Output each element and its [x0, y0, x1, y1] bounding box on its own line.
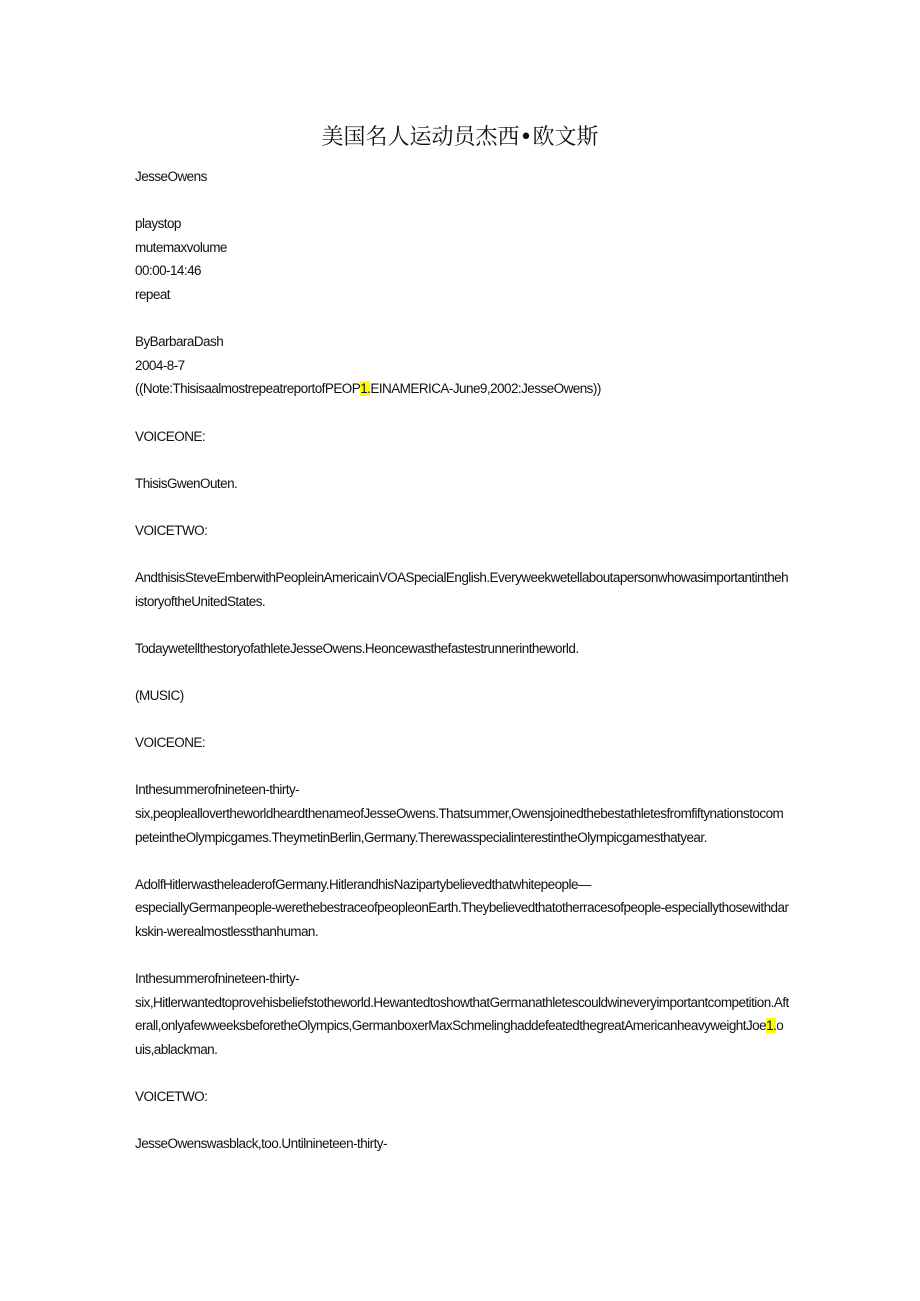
- spacer: [135, 755, 790, 779]
- spacer: [135, 1109, 790, 1133]
- paragraph: ThisisGwenOuten.: [135, 475, 238, 491]
- spacer: [135, 401, 790, 425]
- subject-name: JesseOwens: [135, 169, 207, 184]
- spacer: [135, 495, 790, 519]
- spacer: [135, 613, 790, 637]
- spacer: [135, 448, 790, 472]
- speaker-label: VOICETWO:: [135, 1089, 208, 1105]
- speaker-label: VOICETWO:: [135, 522, 208, 538]
- paragraph-line: Inthesummerofnineteen-thirty-: [135, 782, 300, 798]
- paragraph: six,peopleallovertheworldheardthenameofJesseOwens.Thatsummer,OwensjoinedthebestathletesfromfiftynationstocompeteintheOlympicgames.TheymetinBerlin,Germany.TherewasspecialinterestintheOlympicgamesthatyear.: [135, 806, 784, 845]
- paragraph: TodaywetellthestoryofathleteJesseOwens.Heoncewasthefastestrunnerintheworld.: [135, 640, 579, 656]
- speaker-label: VOICEONE:: [135, 735, 206, 751]
- spacer: [135, 660, 790, 684]
- date: 2004-8-7: [135, 357, 185, 373]
- paragraph-line: AdolfHitlerwastheleaderofGermany.HitlerandhisNazipartybelievedthatwhitepeople—: [135, 876, 591, 892]
- music-cue: (MUSIC): [135, 688, 184, 704]
- note-text-end: EINAMERICA-June9,2002:JesseOwens)): [370, 381, 601, 397]
- paragraph-line: JesseOwenswasblack,too.Untilnineteen-thirty-: [135, 1136, 387, 1152]
- volume-controls-text: mutemaxvolume: [135, 239, 227, 255]
- spacer: [135, 307, 790, 331]
- paragraph-text-start: six,Hitlerwantedtoprovehisbeliefstotheworld.HewantedtoshowthatGermanathletescouldwineveryimportantcompetition.Afterall,onlyafewweeksbeforetheOlympics,GermanboxerMaxSchmelinghaddefeatedthegreatAmericanheavyweightJoe: [135, 994, 789, 1034]
- spacer: [135, 849, 790, 873]
- spacer: [135, 708, 790, 732]
- paragraph-text-end: ouis,ablackman.: [135, 1018, 784, 1057]
- note-text-start: ((Note:ThisisaalmostrepeatreportofPEOP: [135, 381, 361, 397]
- spacer: [135, 1062, 790, 1086]
- paragraph: [135, 991, 790, 1062]
- spacer: [135, 944, 790, 968]
- time-range-text: 00:00-14:46: [135, 263, 202, 279]
- note-highlight: 1.: [360, 381, 371, 397]
- paragraph: AndthisisSteveEmberwithPeopleinAmericainVOASpecialEnglish.EveryweekwetellaboutapersonwhowasimportantinthehistoryoftheUnitedStates.: [135, 570, 789, 609]
- spacer: [135, 543, 790, 567]
- document-title: 美国名人运动员杰西•欧文斯: [321, 125, 599, 150]
- byline: ByBarbaraDash: [135, 334, 224, 350]
- player-controls-text: playstop: [135, 216, 181, 232]
- paragraph-highlight: 1.: [766, 1018, 777, 1034]
- repeat-text: repeat: [135, 286, 170, 302]
- spacer: [135, 189, 790, 213]
- paragraph: especiallyGermanpeople-werethebestraceofpeopleonEarth.Theybelievedthatotherracesofpeople-especiallythosewithdarkskin-werealmostlessthanhuman.: [135, 900, 789, 939]
- speaker-label: VOICEONE:: [135, 428, 206, 444]
- paragraph-line: Inthesummerofnineteen-thirty-: [135, 971, 300, 987]
- note: [135, 377, 790, 401]
- document-body: [135, 165, 790, 1156]
